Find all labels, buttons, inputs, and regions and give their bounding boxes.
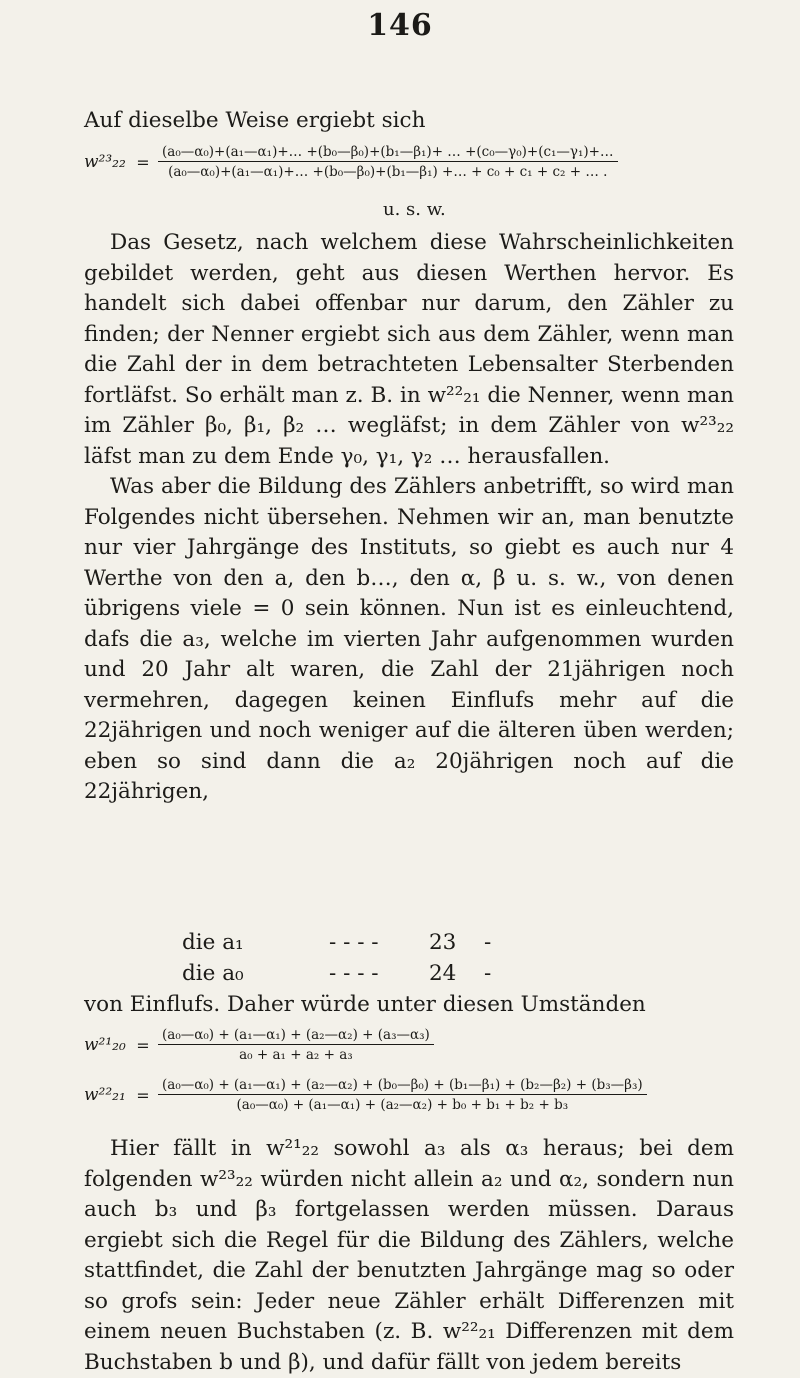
equals-sign: = — [136, 1035, 150, 1055]
list-end: - — [484, 961, 492, 986]
numerator: (a₀—α₀)+(a₁—α₁)+… +(b₀—β₀)+(b₁—β₁)+ … +(c₀—γ₀)+(c₁—γ₁)+… — [158, 144, 618, 162]
list-dashes: - - - - — [329, 961, 379, 986]
equals-sign: = — [136, 1085, 150, 1105]
paragraph-bildung: Was aber die Bildung des Zählers anbetrifft, so wird man Folgendes nicht übersehen. Nehmen wir an, man benutzte nur vier Jahrgänge des Instituts, so giebt es auch nur 4 Werthe von den a, den b…, den α, β u. s. w., von denen übrigens viele = 0 sein können. Nun ist es einleuchtend, dafs die a₃, welche im vierten Jahr aufgenommen wurden und 20 Jahr alt waren, die Zahl der 21jährigen noch vermehren, dagegen keinen Einflufs mehr auf die 22jährigen und noch weniger auf die älteren üben werden; eben so sind dann die a₂ 20jährigen noch auf die 22jährigen, — [84, 474, 734, 804]
denominator: (a₀—α₀)+(a₁—α₁)+… +(b₀—β₀)+(b₁—β₁) +… + c₀ + c₁ + c₂ + … . — [168, 164, 608, 180]
list-label: die a₀ — [182, 961, 244, 986]
paragraph-regel: Hier fällt in w²¹₂₂ sowohl a₃ als α₃ heraus; bei dem folgenden w²³₂₂ würden nicht allein a₂ und α₂, sondern nun auch b₃ und β₃ fortgelassen werden müssen. Daraus ergiebt sich die Regel für die Bildung des Zählers, welche stattfindet, die Zahl der benutzten Jahrgänge mag so oder so grofs sein: Jeder neue Zähler erhält Differenzen mit einem neuen Buchstaben (z. B. w²²₂₁ Differenzen mit dem Buchstaben b und β), und dafür fällt von jedem bereits — [84, 1136, 734, 1375]
formula-w21-20 — [84, 1027, 744, 1063]
page-number: 146 — [367, 8, 433, 43]
numerator: (a₀—α₀) + (a₁—α₁) + (a₂—α₂) + (a₃—α₃) — [158, 1027, 434, 1045]
transition-line: von Einflufs. Daher würde unter diesen Umständen — [84, 992, 646, 1017]
formula-w23-22 — [84, 144, 744, 180]
equals-sign: = — [136, 152, 150, 172]
list-dashes: - - - - — [329, 930, 379, 955]
fraction — [158, 144, 618, 180]
denominator: a₀ + a₁ + a₂ + a₃ — [239, 1047, 353, 1063]
numerator: (a₀—α₀) + (a₁—α₁) + (a₂—α₂) + (b₀—β₀) + (b₁—β₁) + (b₂—β₂) + (b₃—β₃) — [158, 1077, 647, 1095]
formula-lhs: w²¹₂₀ — [84, 1035, 126, 1055]
formula-lhs: w²²₂₁ — [84, 1085, 126, 1105]
list-end: - — [484, 930, 492, 955]
formula-w22-21 — [84, 1077, 744, 1113]
formula-lhs: w²³₂₂ — [84, 152, 126, 172]
list-age: 23 — [429, 930, 457, 955]
list-age: 24 — [429, 961, 457, 986]
intro-line: Auf dieselbe Weise ergiebt sich — [84, 108, 426, 133]
fraction — [158, 1027, 434, 1063]
paragraph-gesetz: Das Gesetz, nach welchem diese Wahrscheinlichkeiten gebildet werden, geht aus diesen Werthen hervor. Es handelt sich dabei offenbar nur darum, den Zähler zu finden; der Nenner ergiebt sich aus dem Zähler, wenn man die Zahl der in dem betrachteten Lebensalter Sterbenden fortläfst. So erhält man z. B. in w²²₂₁ die Nenner, wenn man im Zähler β₀, β₁, β₂ … wegläfst; in dem Zähler von w²³₂₂ läfst man zu dem Ende γ₀, γ₁, γ₂ … herausfallen. — [84, 230, 734, 469]
denominator: (a₀—α₀) + (a₁—α₁) + (a₂—α₂) + b₀ + b₁ + b₂ + b₃ — [236, 1097, 569, 1113]
fraction — [158, 1077, 647, 1113]
usw-line: u. s. w. — [383, 199, 446, 220]
list-label: die a₁ — [182, 930, 244, 955]
